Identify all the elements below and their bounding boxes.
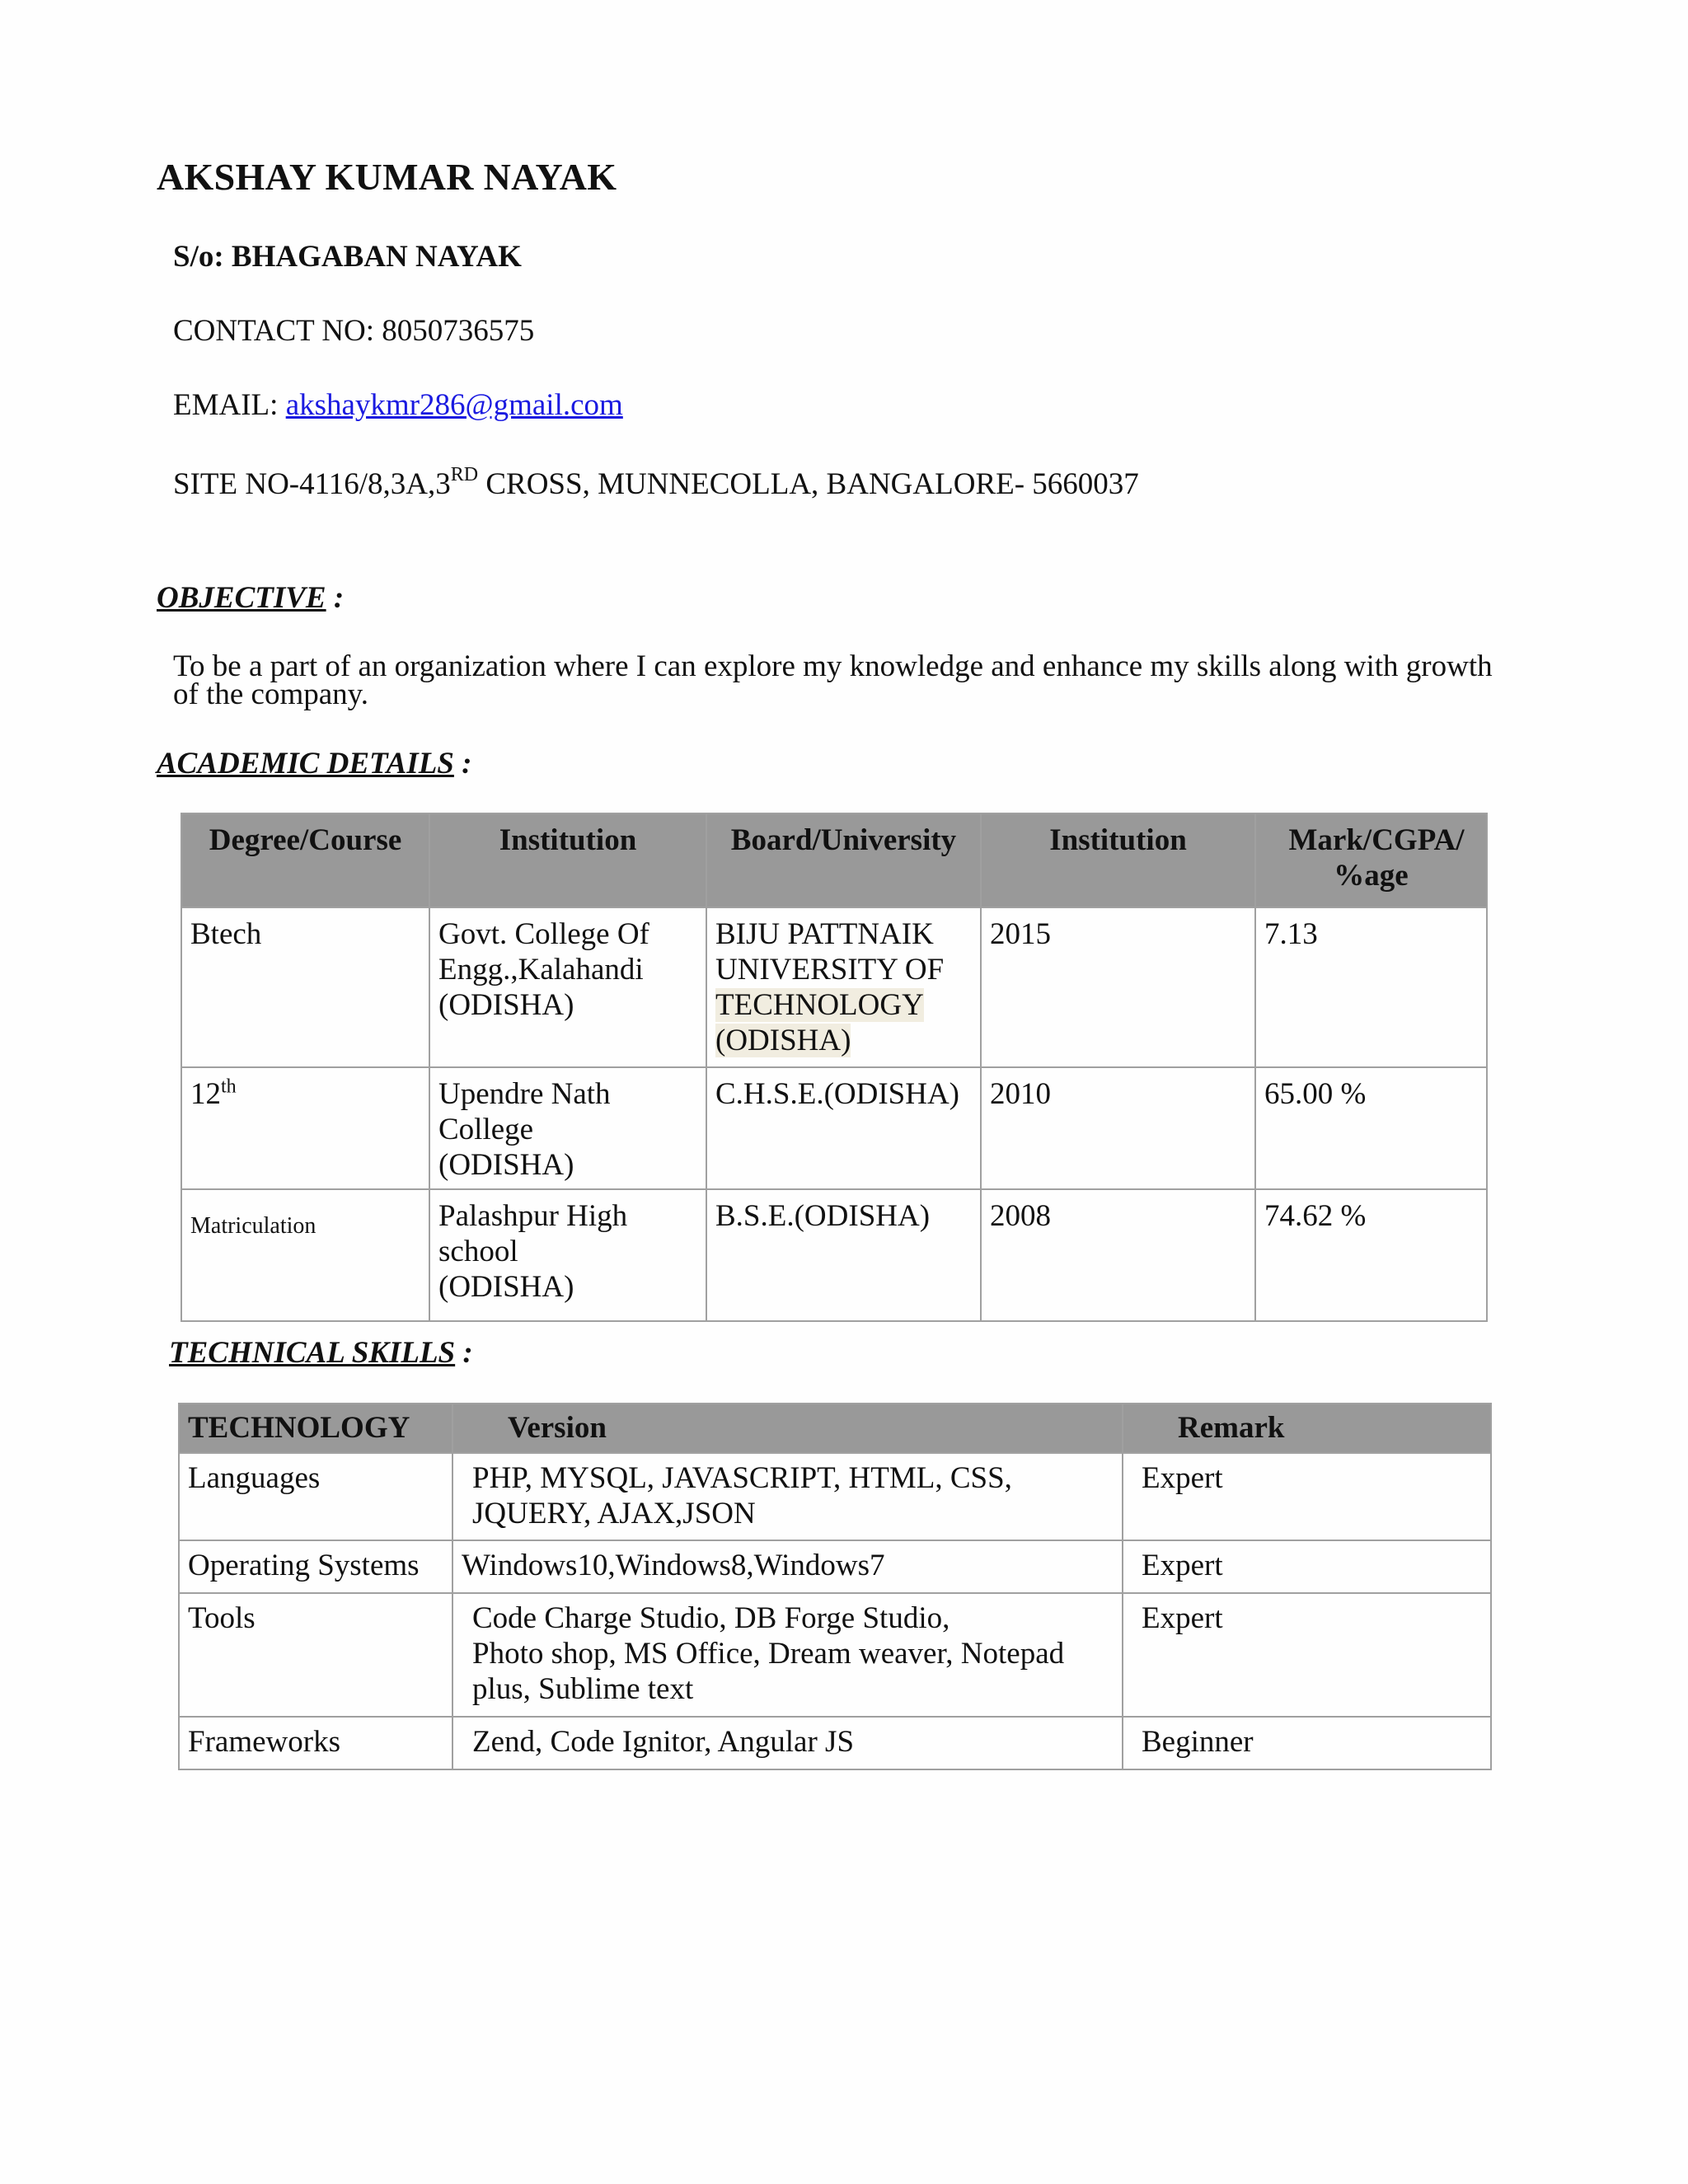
- version-cell: [452, 1593, 1123, 1717]
- email-label: EMAIL:: [173, 388, 286, 422]
- institution-cell: [429, 1067, 706, 1189]
- degree-text: 12: [190, 1077, 221, 1111]
- remark-cell: Expert: [1123, 1593, 1491, 1717]
- remark-cell: Expert: [1123, 1540, 1491, 1593]
- text-line: [715, 987, 972, 1023]
- text-line: Upendre Nath: [438, 1077, 611, 1111]
- col-degree-course: Degree/Course: [181, 813, 429, 907]
- academic-heading-colon: :: [453, 747, 472, 780]
- technology-cell: Languages: [179, 1453, 452, 1540]
- board-cell: C.H.S.E.(ODISHA): [706, 1067, 981, 1189]
- text-line: (ODISHA): [438, 1270, 574, 1304]
- table-row: [179, 1717, 1491, 1769]
- remark-cell: Beginner: [1123, 1717, 1491, 1769]
- address: [173, 463, 1139, 502]
- text-line: JQUERY, AJAX,JSON: [472, 1497, 756, 1530]
- technology-cell: Frameworks: [179, 1717, 452, 1769]
- version-cell: [452, 1453, 1123, 1540]
- academic-table: [181, 813, 1488, 1322]
- text-line: Palashpur High: [438, 1199, 628, 1233]
- text-line: Govt. College Of: [438, 917, 649, 951]
- objective-heading-colon: :: [326, 581, 345, 615]
- text-line: plus, Sublime text: [472, 1672, 694, 1706]
- col-mark-cgpa: [1255, 813, 1487, 907]
- father-name: S/o: BHAGABAN NAYAK: [173, 240, 522, 274]
- technical-heading-colon: :: [455, 1336, 473, 1370]
- board-cell: B.S.E.(ODISHA): [706, 1189, 981, 1321]
- address-part-2: CROSS, MUNNECOLLA, BANGALORE- 5660037: [478, 467, 1139, 501]
- text-line: BIJU PATTNAIK: [715, 917, 934, 951]
- objective-text: To be a part of an organization where I can explore my knowledge and enhance my skills along with growth of the company.: [173, 649, 1493, 711]
- year-cell: 2008: [981, 1189, 1255, 1321]
- address-superscript: RD: [450, 463, 479, 485]
- address-part-1: SITE NO-4116/8,3A,3: [173, 467, 451, 501]
- contact-number: CONTACT NO: 8050736575: [173, 314, 535, 348]
- text-line: Engg.,Kalahandi: [438, 953, 644, 987]
- degree-cell: [181, 1067, 429, 1189]
- table-row: [181, 907, 1487, 1067]
- email-line: [173, 387, 623, 423]
- institution-cell: [429, 1189, 706, 1321]
- technical-skills-table: [178, 1403, 1492, 1770]
- text-line: Photo shop, MS Office, Dream weaver, Notepad: [472, 1637, 1065, 1671]
- text-line: UNIVERSITY OF: [715, 953, 945, 987]
- academic-heading-text: ACADEMIC DETAILS: [157, 747, 454, 780]
- academic-heading: [157, 746, 471, 781]
- board-cell: [706, 907, 981, 1067]
- highlighted-text: TECHNOLOGY: [715, 988, 924, 1022]
- remark-cell: Expert: [1123, 1453, 1491, 1540]
- col-version: Version: [452, 1404, 1123, 1453]
- degree-cell: Btech: [181, 907, 429, 1067]
- text-line: (ODISHA): [438, 1148, 574, 1182]
- text-line: Code Charge Studio, DB Forge Studio,: [472, 1601, 950, 1635]
- mark-cell: 7.13: [1255, 907, 1487, 1067]
- objective-heading-text: OBJECTIVE: [157, 581, 326, 615]
- col-remark: Remark: [1123, 1404, 1491, 1453]
- email-link[interactable]: akshaykmr286@gmail.com: [285, 388, 623, 422]
- year-cell: 2015: [981, 907, 1255, 1067]
- technical-heading: [169, 1335, 473, 1371]
- year-cell: 2010: [981, 1067, 1255, 1189]
- table-row: [181, 1189, 1487, 1321]
- table-row: [179, 1540, 1491, 1593]
- technical-header-row: [179, 1404, 1491, 1453]
- col-institution: Institution: [429, 813, 706, 907]
- institution-cell: [429, 907, 706, 1067]
- table-row: [181, 1067, 1487, 1189]
- col-board-university: Board/University: [706, 813, 981, 907]
- candidate-name: AKSHAY KUMAR NAYAK: [157, 156, 617, 198]
- version-cell: Windows10,Windows8,Windows7: [452, 1540, 1123, 1593]
- text-line: PHP, MYSQL, JAVASCRIPT, HTML, CSS,: [472, 1461, 1012, 1495]
- technology-cell: Operating Systems: [179, 1540, 452, 1593]
- table-row: [179, 1453, 1491, 1540]
- mark-cell: 65.00 %: [1255, 1067, 1487, 1189]
- table-row: [179, 1593, 1491, 1717]
- text-line: College: [438, 1113, 534, 1146]
- highlighted-text: (ODISHA): [715, 1024, 851, 1057]
- col-institution-year: Institution: [981, 813, 1255, 907]
- academic-header-row: [181, 813, 1487, 907]
- technology-cell: Tools: [179, 1593, 452, 1717]
- col-mark-cgpa-label: Mark/CGPA/ %age: [1288, 823, 1465, 893]
- text-line: [715, 1023, 972, 1058]
- text-line: school: [438, 1235, 518, 1268]
- mark-cell: 74.62 %: [1255, 1189, 1487, 1321]
- text-line: (ODISHA): [438, 988, 574, 1022]
- version-cell: Zend, Code Ignitor, Angular JS: [452, 1717, 1123, 1769]
- degree-cell: Matriculation: [181, 1189, 429, 1321]
- degree-superscript: th: [221, 1076, 237, 1098]
- col-technology: TECHNOLOGY: [179, 1404, 452, 1453]
- technical-heading-text: TECHNICAL SKILLS: [169, 1336, 456, 1370]
- objective-heading: [157, 580, 344, 616]
